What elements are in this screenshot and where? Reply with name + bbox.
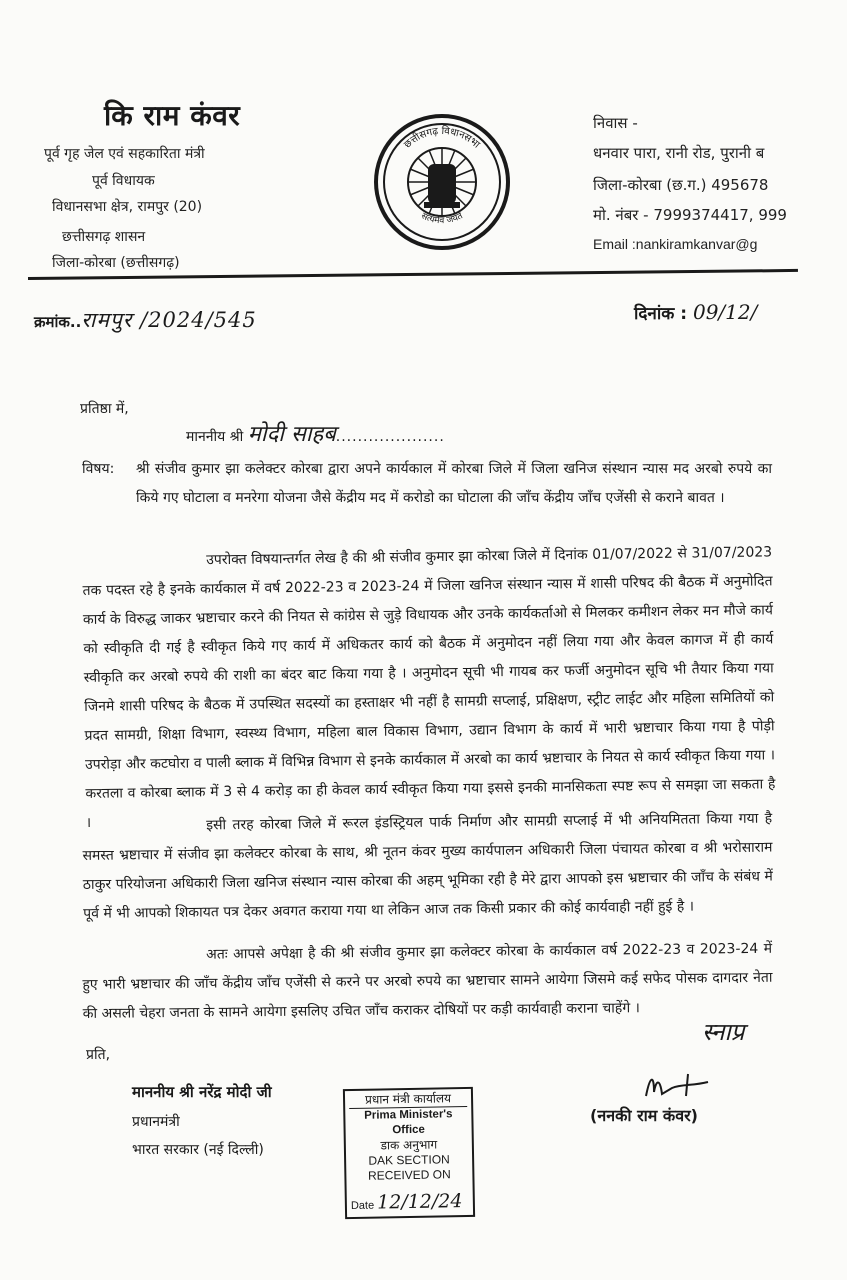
sender-title-line: छत्तीसगढ़ शासन bbox=[62, 229, 146, 245]
subject-text: श्री संजीव कुमार झा कलेक्टर कोरबा द्वारा अपने कार्यकाल में कोरबा जिले में जिला खनिज संस्थान न्यास मद अरबो रुपये का किये गए घोटाला व मनरेगा योजना जैसे केंद्रीय मद में करोडो का घोटाला की जाँच केंद्रीय जाँच एजेंसी से कराने बावत । bbox=[136, 461, 772, 506]
copy-to-label: प्रति, bbox=[86, 1047, 111, 1063]
mobile-number: मो. नंबर - 7999374417, 999 bbox=[593, 206, 787, 224]
stamp-office-hindi: प्रधान मंत्री कार्यालय bbox=[349, 1091, 467, 1109]
svg-text:छत्तीसगढ़ विधानसभा bbox=[402, 125, 482, 151]
salutation: प्रतिष्ठा में, bbox=[80, 401, 129, 417]
emblem-motto-text: सत्यमेव जयते bbox=[419, 211, 465, 227]
subject-block bbox=[82, 455, 772, 513]
body-paragraph: उपरोक्त विषयान्तर्गत लेख है की श्री संजीव कुमार झा कोरबा जिले में दिनांक 01/07/2022 से 31/07/2023 तक पदस्त रहे है इनके कार्यकाल में वर्ष 2022-23 व 2023-24 में जिला खनिज संस्थान न्यास में शासी परिषद की बैठक में अनुमोदित कार्य के विरुद्ध जाकर भ्रष्टाचार करने की नियत से कांग्रेस से जुड़े विधायक और उनके कार्यकर्ताओ से मिलकर कमीशन लेकर मन मौजे कार्य को स्वीकृति दी गई है स्वीकृत किये गए कार्य में अधिकतर कार्य को बैठक में अनुमोदन नहीं लिया गया और केवल कागज में ही कार्य स्वीकृति कर अरबो रुपये की राशी का बंदर बाट किया गया है । अनुमोदन सूची भी गायब कर फर्जी अनुमोदन सूचि भी तैयार किया गया जिनमे शासी परिषद के बैठक में उपस्थित सदस्यों का हस्ताक्षर भी नहीं है सामग्री सप्लाई, प्रक्षिक्षण, स्ट्रीट लाईट और महिला समितियों को प्रदत सामग्री, शिक्षा विभाग, स्वस्थ्य विभाग, महिला बाल विकास विभाग, उद्यान विभाग के कार्य में भारी भ्रष्टाचार किया गया है पोड़ी उपरोड़ा और कटघोरा व पाली ब्लाक में विभिन्न विभाग से इनके कार्यकाल में अरबो का कार्य भ्रष्टाचार के नियत से कार्य स्वीकृत किया गया । करतला व कोरबा ब्लाक में 3 से 4 करोड़ का ही केवल कार्य स्वीकृत किया गया इससे इनकी मानसिकता स्पष्ट रूप से समझा जा सकता है । bbox=[82, 544, 776, 831]
signatory-name: (ननकी राम कंवर) bbox=[590, 1106, 698, 1125]
sender-name: कि राम कंवर bbox=[104, 99, 241, 132]
stamp-date bbox=[350, 1190, 469, 1214]
signature-scribble-icon bbox=[642, 1070, 712, 1102]
sender-title-line: पूर्व गृह जेल एवं सहकारिता मंत्री bbox=[44, 146, 205, 162]
sender-title-line: पूर्व विधायक bbox=[92, 173, 155, 189]
copy-to-name: माननीय श्री नरेंद्र मोदी जी bbox=[132, 1083, 272, 1101]
copy-to-designation: प्रधानमंत्री bbox=[132, 1114, 180, 1130]
email-address: Email :nankiramkanvar@g bbox=[593, 236, 758, 252]
received-stamp bbox=[343, 1087, 475, 1219]
stamp-date-label: Date bbox=[350, 1199, 375, 1213]
stamp-office-english: Prima Minister's Office bbox=[364, 1108, 453, 1137]
stamp-date-value: 12/12/24 bbox=[376, 1190, 463, 1214]
residence-district: जिला-कोरबा (छ.ग.) 495678 bbox=[593, 176, 769, 194]
date-label: दिनांक : bbox=[634, 304, 688, 324]
sender-title-line: जिला-कोरबा (छत्तीसगढ़) bbox=[52, 255, 180, 271]
addressee bbox=[186, 420, 445, 452]
addressee-dots: .................... bbox=[335, 429, 445, 445]
body-paragraph: अतः आपसे अपेक्षा है की श्री संजीव कुमार झा कलेक्टर कोरबा के कार्यकाल वर्ष 2022-23 व 2023-24 में हुए भारी भ्रष्टाचार की जाँच केंद्रीय जाँच एजेंसी से करने पर अरबो रुपये का भ्रष्टाचार सामने आयेगा जिसमे कई सफेद पोसक दागदार नेता की असली चेहरा जनता के सामने आयेगा इसलिए उचित जाँच कराकर दोषियों पर कड़ी कार्यवाही कराना चाहेंगे । bbox=[82, 940, 773, 1022]
reference-number bbox=[34, 306, 257, 334]
stamp-received-on: RECEIVED ON bbox=[367, 1167, 451, 1183]
addressee-handwritten: मोदी साहब bbox=[247, 422, 336, 447]
residence-label: निवास - bbox=[593, 114, 638, 132]
reference-label: क्रमांक.. bbox=[34, 313, 82, 331]
date-handwritten: 09/12/ bbox=[692, 300, 758, 324]
stamp-section-english: DAK SECTION bbox=[368, 1152, 450, 1168]
residence-address: धनवार पारा, रानी रोड, पुरानी ब bbox=[593, 144, 765, 162]
emblem-top-text: छत्तीसगढ़ विधानसभा bbox=[402, 125, 482, 151]
margin-handwritten-mark: स्नाप्र bbox=[702, 1018, 745, 1046]
sender-title-line: विधानसभा क्षेत्र, रामपुर (20) bbox=[52, 199, 203, 215]
stamp-section-hindi: डाक अनुभाग bbox=[380, 1137, 438, 1153]
copy-to-office: भारत सरकार (नई दिल्ली) bbox=[132, 1142, 264, 1158]
body-paragraph: इसी तरह कोरबा जिले में रूरल इंडस्ट्रियल पार्क निर्माण और सामग्री सप्लाई में भी अनियमितता किया गया है समस्त भ्रष्टाचार में संजीव झा कलेक्टर कोरबा के साथ, श्री नूतन कंवर मुख्य कार्यपालन अधिकारी जिला पंचायत कोरबा व श्री भरोसाराम ठाकुर परियोजना अधिकारी जिला खनिज संस्थान न्यास कोरबा की अहम् भूमिका रही है मेरे द्वारा आपको इस भ्रष्टाचार की जाँच के संबंध में पूर्व में भी आपको शिकायत पत्र देकर अवगत कराया गया था लेकिन आज तक किसी प्रकार की कोई कार्यवाही नहीं हुई है । bbox=[82, 810, 773, 922]
assembly-emblem-icon bbox=[372, 112, 512, 252]
addressee-prefix: माननीय श्री bbox=[186, 429, 244, 445]
subject-label: विषय: bbox=[82, 461, 115, 477]
letter-date bbox=[634, 300, 757, 324]
reference-handwritten: रामपुर /2024/545 bbox=[81, 308, 257, 332]
